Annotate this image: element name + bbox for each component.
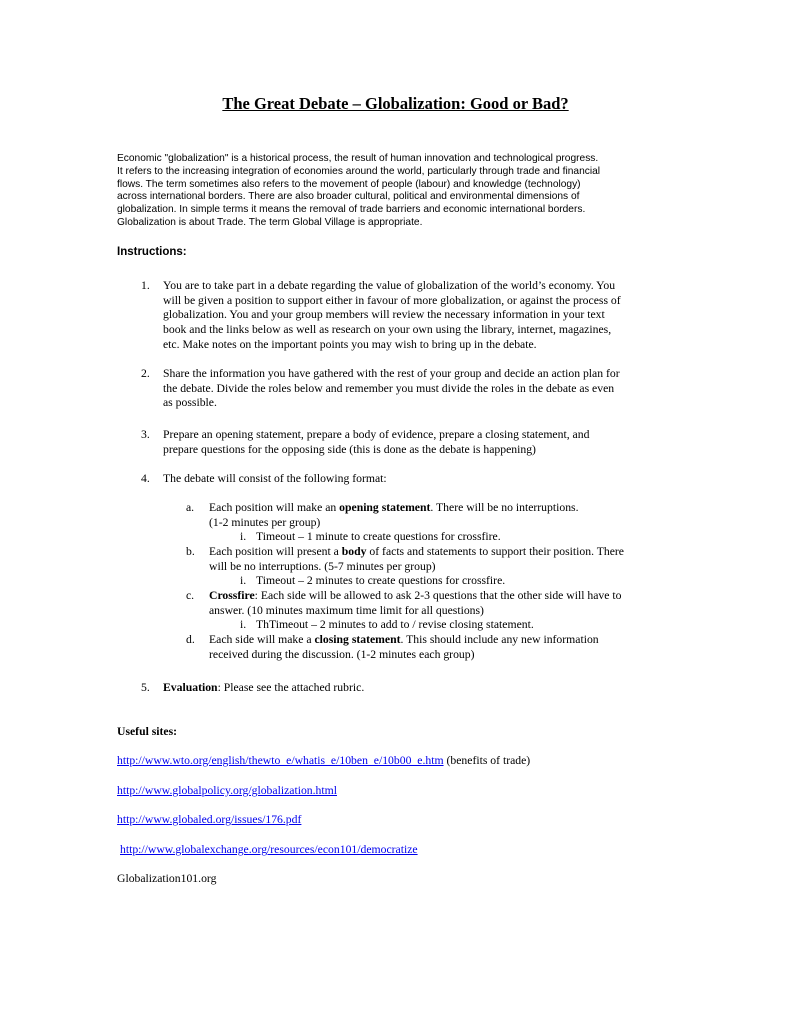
intro-line: flows. The term sometimes also refers to the movement of people (labour) and knowledge (technology) bbox=[117, 178, 581, 190]
format-c-post: : Each side will be allowed to ask 2-3 questions that the other side will have to bbox=[254, 589, 622, 602]
format-d-line2: received during the discussion. (1-2 minutes each group) bbox=[209, 648, 475, 661]
item-number: 1. bbox=[141, 279, 150, 292]
format-b-bold: body bbox=[341, 545, 367, 558]
item-line: globalization. You and your group members will review the necessary information in your text bbox=[163, 308, 605, 322]
link-globalexchange[interactable]: http://www.globalexchange.org/resources/econ101/democratize bbox=[120, 843, 418, 856]
format-c-line2: answer. (10 minutes maximum time limit for all questions) bbox=[209, 604, 484, 617]
useful-sites-heading: Useful sites: bbox=[117, 725, 178, 738]
intro-line: It refers to the increasing integration of economies around the world, particularly through trade and financial bbox=[117, 165, 601, 177]
link-wto[interactable]: http://www.wto.org/english/thewto_e/whatis_e/10ben_e/10b00_e.htm bbox=[117, 754, 444, 767]
evaluation-line bbox=[163, 681, 364, 696]
format-letter: a. bbox=[186, 501, 195, 514]
link-row bbox=[117, 813, 301, 828]
item-line: etc. Make notes on the important points you may wish to bring up in the debate. bbox=[163, 337, 537, 351]
footer-source: Globalization101.org bbox=[117, 872, 217, 885]
format-a-line bbox=[209, 501, 579, 516]
instruction-item-2 bbox=[163, 367, 683, 411]
intro-paragraph bbox=[117, 153, 677, 230]
format-d-line bbox=[209, 633, 599, 648]
format-c-line bbox=[209, 589, 621, 604]
instruction-item-3 bbox=[163, 428, 683, 457]
format-letter: d. bbox=[186, 633, 195, 646]
sub-number: i. bbox=[240, 618, 247, 631]
link-row bbox=[117, 784, 337, 799]
item-number: 2. bbox=[141, 367, 150, 380]
item-line: Prepare an opening statement, prepare a body of evidence, prepare a closing statement, and bbox=[163, 428, 590, 441]
page-title: The Great Debate – Globalization: Good or Bad? bbox=[222, 94, 569, 113]
item-number: 3. bbox=[141, 428, 150, 441]
intro-line: globalization. In simple terms it means the removal of trade barriers and economic international borders. bbox=[117, 204, 586, 216]
instructions-heading: Instructions: bbox=[117, 246, 187, 258]
format-d-bold: closing statement bbox=[314, 633, 401, 646]
link-row bbox=[117, 754, 530, 769]
link-globalpolicy[interactable]: http://www.globalpolicy.org/globalization.html bbox=[117, 784, 337, 797]
evaluation-text: : Please see the attached rubric. bbox=[217, 681, 365, 694]
intro-line: Globalization is about Trade. The term Global Village is appropriate. bbox=[117, 216, 423, 228]
link-row bbox=[120, 843, 418, 858]
item-line: Share the information you have gathered with the rest of your group and decide an action plan for bbox=[163, 367, 620, 380]
item-line: the debate. Divide the roles below and remember you must divide the roles in the debate as even bbox=[163, 381, 615, 395]
item-line: You are to take part in a debate regarding the value of globalization of the world’s economy. You bbox=[163, 279, 616, 292]
item-line: book and the links below as well as research on your own using the library, internet, magazines, bbox=[163, 323, 612, 337]
link-note: (benefits of trade) bbox=[443, 754, 531, 767]
format-c-bold: Crossfire bbox=[209, 589, 255, 602]
intro-line: Economic "globalization" is a historical process, the result of human innovation and technological progress. bbox=[117, 153, 599, 164]
format-d-pre: Each side will make a bbox=[209, 633, 315, 646]
item-line: will be given a position to support either in favour of more globalization, or against the process of bbox=[163, 293, 621, 307]
format-c-sub: ThTimeout – 2 minutes to add to / revise closing statement. bbox=[256, 618, 534, 631]
format-a-post: . There will be no interruptions. bbox=[430, 501, 579, 514]
sub-number: i. bbox=[240, 574, 247, 587]
item-line: The debate will consist of the following format: bbox=[163, 472, 387, 485]
instruction-item-4 bbox=[163, 472, 683, 487]
format-a-pre: Each position will make an bbox=[209, 501, 340, 514]
intro-line: across international borders. There are also broader cultural, political and environmental dimensions of bbox=[117, 191, 580, 203]
evaluation-bold: Evaluation bbox=[163, 681, 218, 694]
format-a-sub: Timeout – 1 minute to create questions for crossfire. bbox=[256, 530, 501, 543]
format-letter: b. bbox=[186, 545, 195, 558]
format-b-sub: Timeout – 2 minutes to create questions for crossfire. bbox=[256, 574, 506, 587]
format-letter: c. bbox=[186, 589, 195, 602]
link-globaled[interactable]: http://www.globaled.org/issues/176.pdf bbox=[117, 813, 302, 826]
format-b-post: of facts and statements to support their position. There bbox=[366, 545, 624, 558]
format-a-bold: opening statement bbox=[339, 501, 431, 514]
item-number: 4. bbox=[141, 472, 150, 485]
format-b-line bbox=[209, 545, 624, 560]
item-number: 5. bbox=[141, 681, 150, 694]
format-d-post: . This should include any new information bbox=[400, 633, 599, 646]
item-line: prepare questions for the opposing side (this is done as the debate is happening) bbox=[163, 442, 536, 456]
instruction-item-1 bbox=[163, 279, 683, 353]
format-a-line2: (1-2 minutes per group) bbox=[209, 516, 321, 529]
format-b-line2: will be no interruptions. (5-7 minutes per group) bbox=[209, 560, 436, 573]
format-b-pre: Each position will present a bbox=[209, 545, 342, 558]
item-line: as possible. bbox=[163, 396, 217, 410]
sub-number: i. bbox=[240, 530, 247, 543]
